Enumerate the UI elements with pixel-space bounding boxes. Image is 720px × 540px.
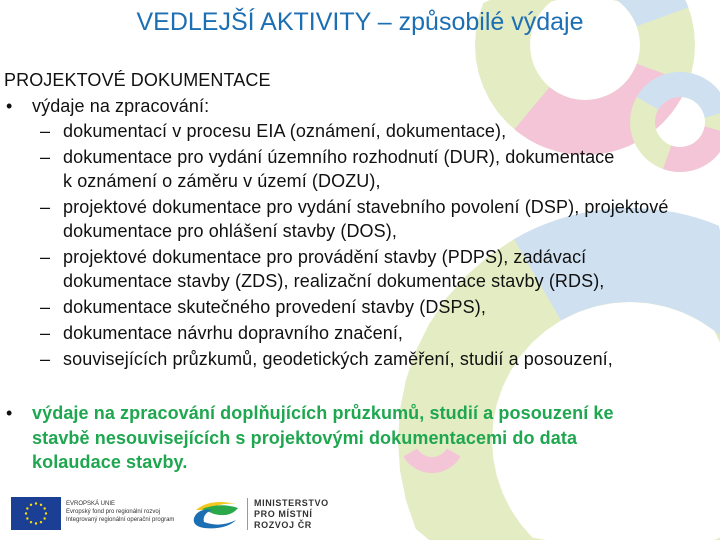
divider	[247, 498, 248, 530]
sub-bullet-text: dokumentace pro vydání územního rozhodnutí (DUR), dokumentace	[63, 147, 615, 167]
mmr-line: PRO MÍSTNÍ	[254, 509, 313, 519]
star-icon	[26, 507, 28, 509]
star-icon	[25, 512, 27, 514]
star-icon	[26, 517, 28, 519]
star-icon	[45, 512, 47, 514]
star-icon	[40, 521, 42, 523]
sub-bullet-text: dokumentací v procesu EIA (oznámení, dokumentace),	[63, 121, 507, 141]
dash-icon: –	[40, 323, 51, 343]
mmr-text	[254, 498, 329, 531]
star-icon	[30, 521, 32, 523]
star-icon	[43, 517, 45, 519]
sub-bullet-text: souvisejících průzkumů, geodetických zaměření, studií a posouzení,	[63, 349, 613, 369]
bullet-text-line: stavbě nesouvisejících s projektovými dokumentacemi do data	[32, 428, 578, 448]
sub-bullet-text: dokumentace stavby (ZDS), realizační dokumentace stavby (RDS),	[63, 271, 605, 291]
star-icon	[43, 507, 45, 509]
mmr-logo-icon	[190, 496, 242, 530]
eu-program: Integrovaný regionální operační program	[66, 517, 175, 523]
star-icon	[35, 502, 37, 504]
star-icon	[30, 504, 32, 506]
eu-flag-logo	[11, 497, 61, 530]
sub-bullet-text: projektové dokumentace pro vydání stavebního povolení (DSP), projektové	[63, 197, 669, 217]
sub-bullet-text: dokumentace skutečného provedení stavby (DSPS),	[63, 297, 486, 317]
star-icon	[35, 522, 37, 524]
star-icon	[40, 504, 42, 506]
dash-icon: –	[40, 121, 51, 141]
eu-stars-icon	[11, 497, 61, 530]
bullet-text: výdaje na zpracování:	[32, 96, 210, 116]
sub-bullet-text: k oznámení o záměru v území (DOZU),	[63, 171, 381, 191]
bullet-text-line: kolaudace stavby.	[32, 452, 188, 472]
sub-bullet-text: dokumentace návrhu dopravního značení,	[63, 323, 404, 343]
dash-icon: –	[40, 247, 51, 267]
page-title: VEDLEJŠÍ AKTIVITY – způsobilé výdaje	[136, 8, 584, 36]
sub-bullet-text: dokumentace pro ohlášení stavby (DOS),	[63, 221, 397, 241]
eu-label: EVROPSKÁ UNIE	[66, 501, 116, 507]
bullet-icon: •	[6, 96, 13, 116]
dash-icon: –	[40, 297, 51, 317]
mmr-line: ROZVOJ ČR	[254, 520, 312, 530]
ring-segment	[590, 509, 720, 540]
bullet-text-line: výdaje na zpracování doplňujících průzkumů, studií a posouzení ke	[32, 403, 614, 423]
sub-bullet-text: projektové dokumentace pro provádění stavby (PDPS), zadávací	[63, 247, 587, 267]
dash-icon: –	[40, 197, 51, 217]
dash-icon: –	[40, 147, 51, 167]
eu-fund: Evropský fond pro regionální rozvoj	[66, 509, 161, 515]
bullet-icon: •	[6, 403, 13, 423]
eu-text	[66, 500, 174, 524]
section-heading: PROJEKTOVÉ DOKUMENTACE	[4, 70, 271, 90]
ring-segment	[663, 126, 720, 172]
mmr-line: MINISTERSTVO	[254, 498, 329, 508]
dash-icon: –	[40, 349, 51, 369]
